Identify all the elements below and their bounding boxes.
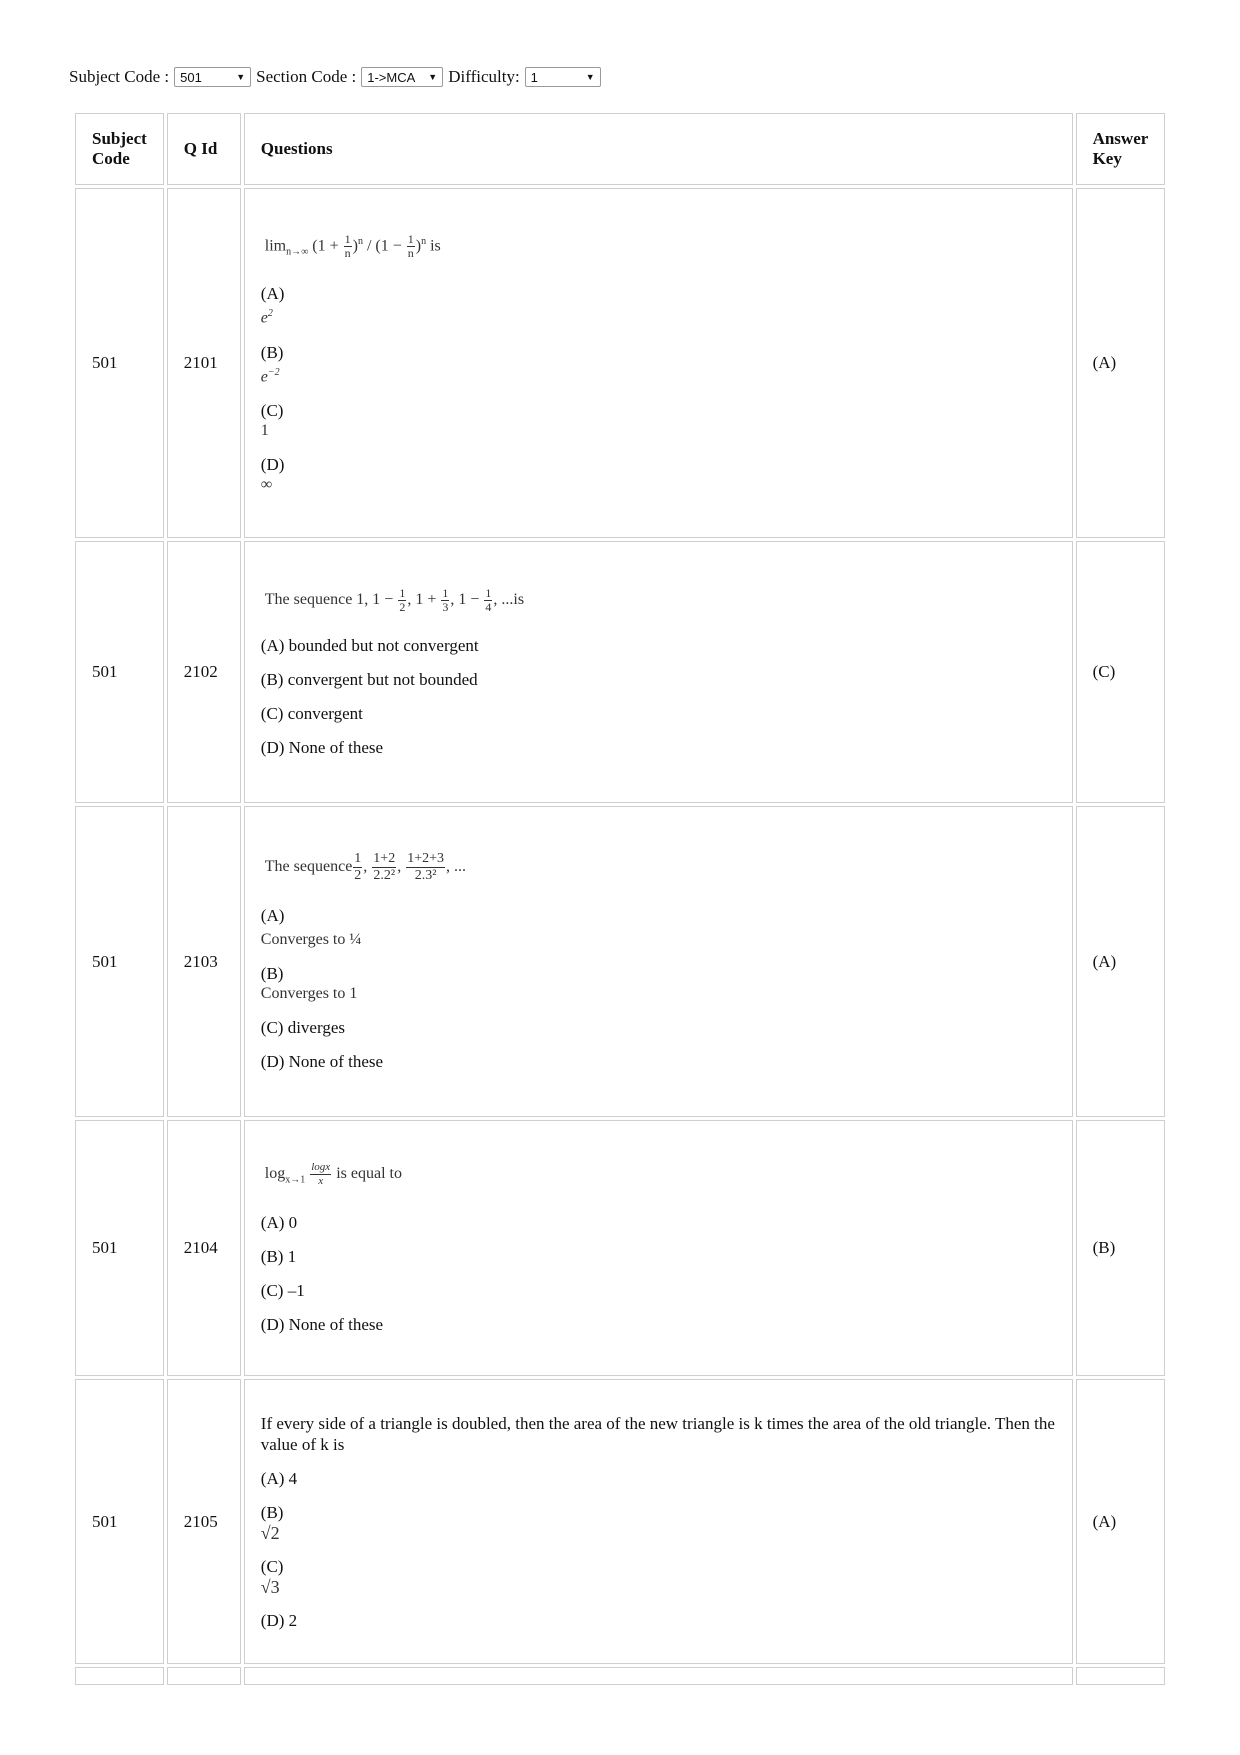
table-row bbox=[75, 1120, 1165, 1376]
table-row bbox=[75, 541, 1165, 803]
option-d: (D) None of these bbox=[260, 1314, 384, 1334]
table-row bbox=[75, 1667, 1165, 1685]
subject-code-cell bbox=[75, 1667, 164, 1685]
section-code-label: Section Code : bbox=[256, 67, 357, 86]
question-cell bbox=[244, 1667, 1073, 1685]
subject-code-cell: 501 bbox=[75, 1120, 164, 1376]
difficulty-value: 1 bbox=[530, 69, 538, 85]
option-a: (A) $e^2$ bbox=[260, 284, 285, 327]
option-b: (B) $e^{-2}$ bbox=[260, 342, 284, 386]
table-row bbox=[75, 1379, 1165, 1664]
option-b: (B) 1 bbox=[260, 1246, 297, 1266]
question-cell bbox=[244, 188, 1073, 538]
option-d: (D) None of these bbox=[260, 1052, 384, 1071]
option-c: (C) 1 bbox=[260, 401, 284, 440]
question-cell bbox=[244, 541, 1073, 803]
answer-key-cell: (A) bbox=[1076, 1379, 1165, 1664]
question-stem: The sequence 1, 1 − $\frac{1}{2}$ , 1 + $\frac{1}{3}$ , 1 − $\frac{1}{4}$ , ...is bbox=[264, 585, 525, 614]
answer-key-cell: (A) bbox=[1076, 806, 1165, 1117]
option-c: (C) –1 bbox=[260, 1280, 305, 1300]
option-b: (B) Converges to 1 bbox=[260, 964, 358, 1002]
answer-key-cell: (C) bbox=[1076, 541, 1165, 803]
option-d: (D) 2 bbox=[260, 1610, 298, 1630]
option-a: (A) 4 bbox=[260, 1468, 298, 1488]
difficulty-label: Difficulty: bbox=[448, 67, 520, 86]
subject-code-value: 501 bbox=[180, 69, 202, 85]
header-subject-code: Subject Code bbox=[75, 113, 164, 185]
header-q-id: Q Id bbox=[167, 113, 241, 185]
q-id-cell bbox=[167, 1667, 241, 1685]
option-a: (A) 0 bbox=[260, 1212, 298, 1232]
difficulty-select[interactable] bbox=[525, 67, 601, 87]
chevron-down-icon: ▼ bbox=[236, 72, 246, 82]
option-b: (B) √2 bbox=[260, 1502, 284, 1543]
table-header-row bbox=[75, 113, 1165, 185]
option-c: (C) convergent bbox=[260, 703, 363, 723]
option-d: (D) None of these bbox=[260, 737, 384, 757]
subject-code-cell: 501 bbox=[75, 1379, 164, 1664]
question-stem: The sequence $\frac{1}{2}$ , $\frac{1+2}{\text{2.2²}}$ , $\frac{1+2+3}{\text{2.3²}}$ , ... bbox=[264, 851, 466, 883]
section-code-select[interactable] bbox=[361, 67, 443, 87]
question-cell bbox=[244, 1120, 1073, 1376]
table-row bbox=[75, 188, 1165, 538]
subject-code-cell: 501 bbox=[75, 541, 164, 803]
subject-code-label: Subject Code : bbox=[69, 67, 170, 86]
option-a: (A) Converges to ¼ bbox=[260, 906, 362, 948]
answer-key-cell bbox=[1076, 1667, 1165, 1685]
option-d: (D) ∞ bbox=[260, 455, 285, 494]
option-a: (A) bounded but not convergent bbox=[260, 635, 479, 655]
chevron-down-icon: ▼ bbox=[585, 72, 595, 82]
question-stem: If every side of a triangle is doubled, then the area of the new triangle is k times the area of the old triangle. Then the value of k is bbox=[260, 1413, 1055, 1454]
question-cell bbox=[244, 1379, 1073, 1664]
section-code-value: 1->MCA bbox=[367, 69, 416, 85]
option-c: (C) diverges bbox=[260, 1018, 345, 1037]
chevron-down-icon: ▼ bbox=[428, 72, 438, 82]
table-row bbox=[75, 806, 1165, 1117]
question-stem: $\lim_{n\to\infty} (1$ + $\frac{1}{n}$ )$^n$ / (1 − $\frac{1}{n}$ )$^n$ is bbox=[264, 232, 441, 261]
subject-code-cell: 501 bbox=[75, 806, 164, 1117]
header-questions: Questions bbox=[244, 113, 1073, 185]
filter-bar bbox=[69, 67, 606, 87]
q-id-cell: 2104 bbox=[167, 1120, 241, 1376]
option-c: (C) √3 bbox=[260, 1556, 284, 1597]
subject-code-cell: 501 bbox=[75, 188, 164, 538]
q-id-cell: 2101 bbox=[167, 188, 241, 538]
q-id-cell: 2105 bbox=[167, 1379, 241, 1664]
q-id-cell: 2103 bbox=[167, 806, 241, 1117]
answer-key-cell: (A) bbox=[1076, 188, 1165, 538]
header-answer-key: Answer Key bbox=[1076, 113, 1165, 185]
questions-table bbox=[72, 110, 1168, 1688]
question-cell bbox=[244, 806, 1073, 1117]
option-b: (B) convergent but not bounded bbox=[260, 669, 478, 689]
question-stem: $\log_{x\to 1}$ $\frac{\log x}{x}$ is equal to bbox=[264, 1161, 402, 1188]
answer-key-cell: (B) bbox=[1076, 1120, 1165, 1376]
q-id-cell: 2102 bbox=[167, 541, 241, 803]
subject-code-select[interactable] bbox=[174, 67, 251, 87]
